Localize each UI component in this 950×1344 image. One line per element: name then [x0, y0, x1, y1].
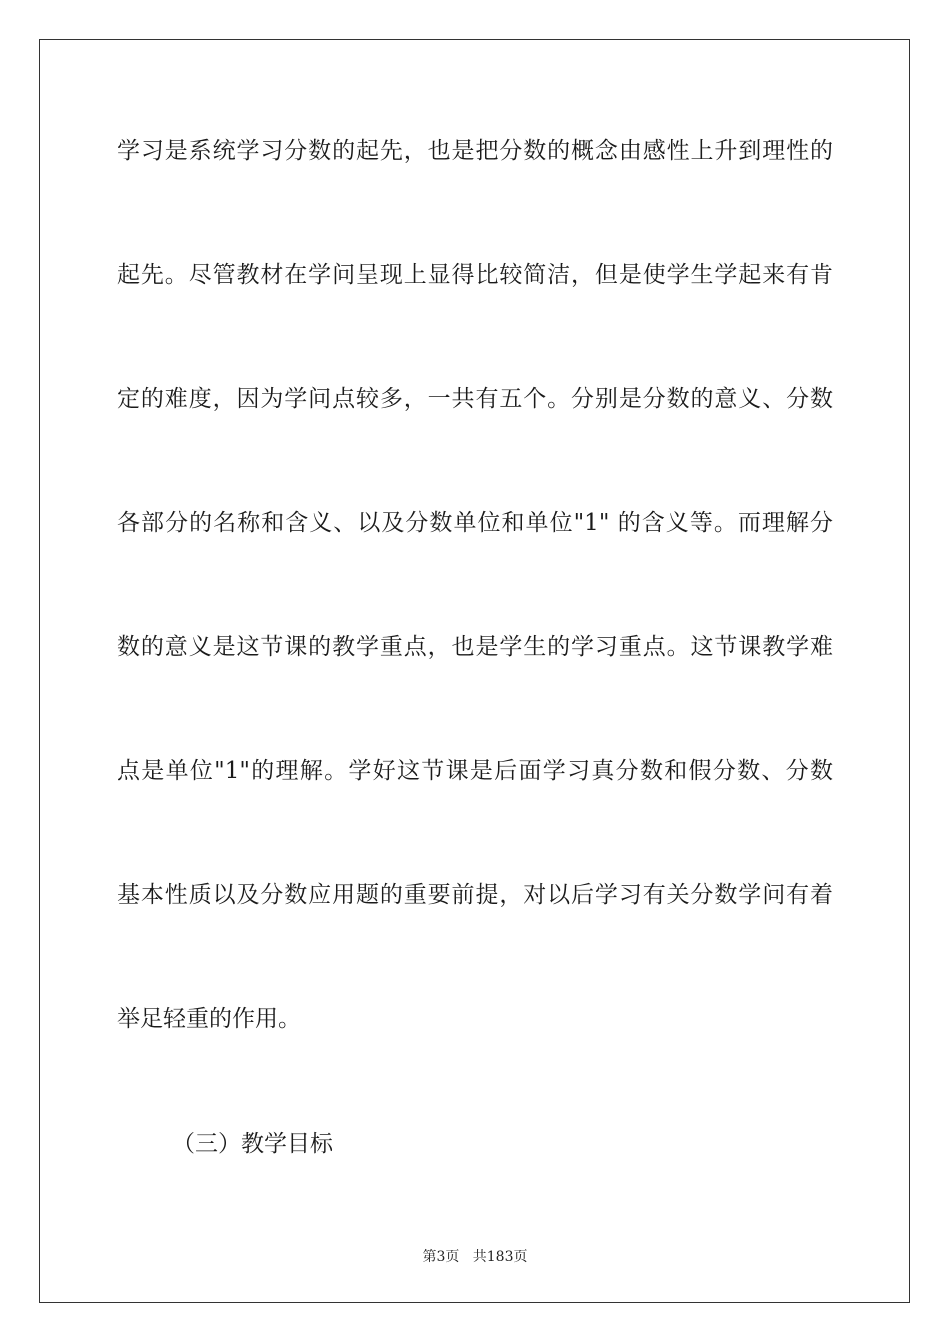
page-border: [39, 39, 910, 1303]
body-text-line-2: 起先。尽管教材在学问呈现上显得比较简洁，但是使学生学起来有肯: [117, 262, 833, 288]
body-text-line-3: 定的难度，因为学问点较多，一共有五个。分别是分数的意义、分数: [117, 386, 833, 412]
body-text-line-1: 学习是系统学习分数的起先，也是把分数的概念由感性上升到理性的: [117, 138, 833, 164]
body-text-line-4: 各部分的名称和含义、以及分数单位和单位"1" 的含义等。而理解分: [117, 510, 833, 536]
body-text-line-5: 数的意义是这节课的教学重点，也是学生的学习重点。这节课教学难: [117, 634, 833, 660]
body-text-line-7: 基本性质以及分数应用题的重要前提，对以后学习有关分数学问有着: [117, 882, 833, 908]
body-text-line-6: 点是单位"1"的理解。学好这节课是后面学习真分数和假分数、分数: [117, 758, 833, 784]
body-text-line-8: 举足轻重的作用。: [117, 1006, 301, 1032]
section-heading: （三）教学目标: [172, 1131, 333, 1157]
page-number-footer: 第3页 共183页: [422, 1249, 528, 1265]
